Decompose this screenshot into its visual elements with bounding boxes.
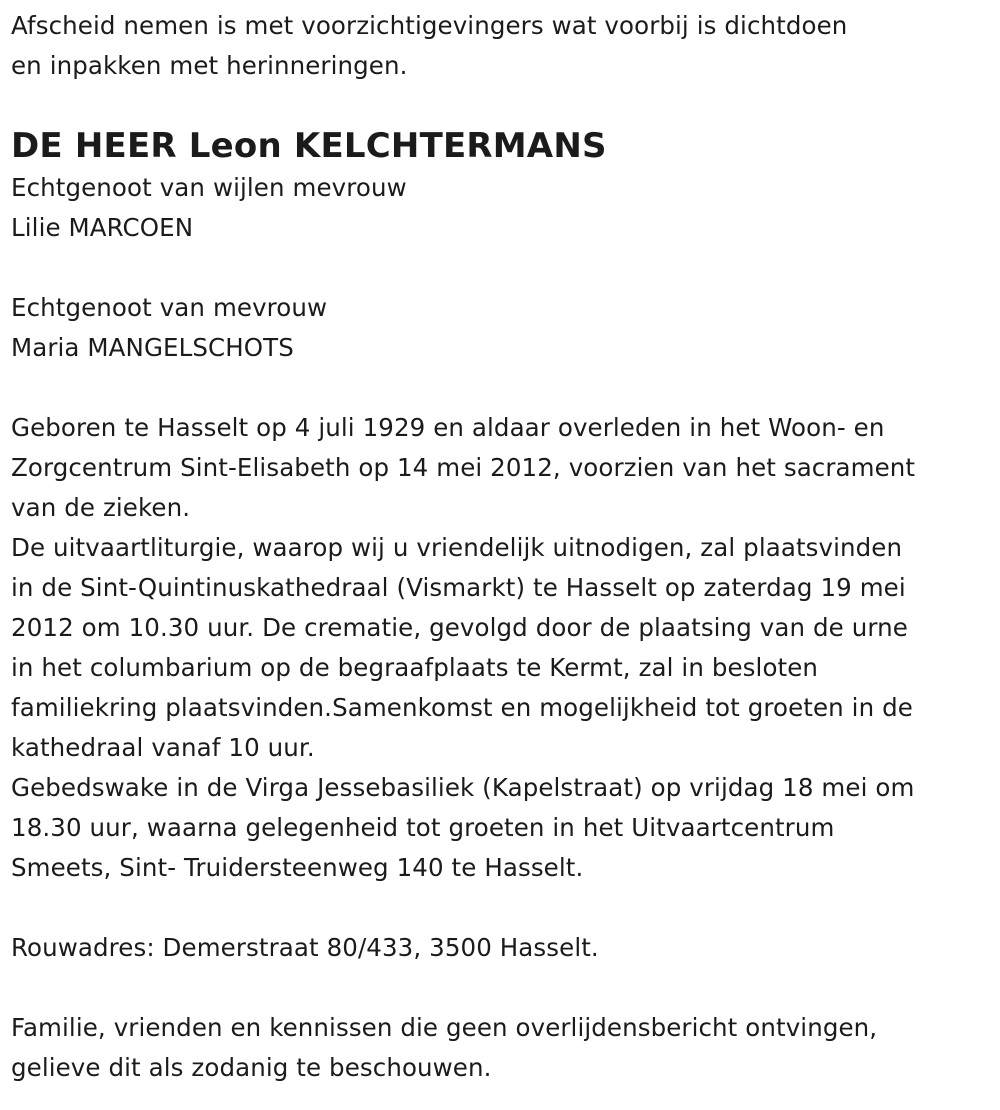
spacer bbox=[11, 888, 993, 928]
current-spouse-block bbox=[11, 288, 993, 368]
current-spouse-name: Maria MANGELSCHOTS bbox=[11, 333, 294, 362]
opening-quote bbox=[11, 6, 993, 86]
mourning-address: Rouwadres: Demerstraat 80/433, 3500 Hasselt. bbox=[11, 933, 599, 962]
closing-notice bbox=[11, 1008, 993, 1088]
details-line: Zorgcentrum Sint-Elisabeth op 14 mei 2012, voorzien van het sacrament bbox=[11, 453, 916, 482]
deceased-name: DE HEER Leon KELCHTERMANS bbox=[11, 126, 607, 166]
late-spouse-block bbox=[11, 168, 993, 248]
notice-line: gelieve dit als zodanig te beschouwen. bbox=[11, 1053, 492, 1082]
details-line: familiekring plaatsvinden.Samenkomst en mogelijkheid tot groeten in de bbox=[11, 693, 913, 722]
details-line: in het columbarium op de begraafplaats te Kermt, zal in besloten bbox=[11, 653, 819, 682]
details-line: in de Sint-Quintinuskathedraal (Vismarkt) te Hasselt op zaterdag 19 mei bbox=[11, 573, 906, 602]
details-line: kathedraal vanaf 10 uur. bbox=[11, 733, 315, 762]
details-line: 18.30 uur, waarna gelegenheid tot groeten in het Uitvaartcentrum bbox=[11, 813, 835, 842]
quote-line: en inpakken met herinneringen. bbox=[11, 51, 408, 80]
quote-line: Afscheid nemen is met voorzichtigevingers wat voorbij is dichtdoen bbox=[11, 11, 848, 40]
details-line: Smeets, Sint- Truidersteenweg 140 te Hasselt. bbox=[11, 853, 584, 882]
funeral-details bbox=[11, 408, 993, 888]
obituary-notice bbox=[11, 6, 993, 1088]
current-spouse-relation: Echtgenoot van mevrouw bbox=[11, 293, 328, 322]
details-line: De uitvaartliturgie, waarop wij u vriendelijk uitnodigen, zal plaatsvinden bbox=[11, 533, 903, 562]
notice-line: Familie, vrienden en kennissen die geen overlijdensbericht ontvingen, bbox=[11, 1013, 878, 1042]
spacer bbox=[11, 368, 993, 408]
spacer bbox=[11, 968, 993, 1008]
spacer bbox=[11, 248, 993, 288]
late-spouse-relation: Echtgenoot van wijlen mevrouw bbox=[11, 173, 407, 202]
late-spouse-name: Lilie MARCOEN bbox=[11, 213, 194, 242]
details-line: Geboren te Hasselt op 4 juli 1929 en aldaar overleden in het Woon- en bbox=[11, 413, 885, 442]
details-line: Gebedswake in de Virga Jessebasiliek (Kapelstraat) op vrijdag 18 mei om bbox=[11, 773, 915, 802]
details-line: van de zieken. bbox=[11, 493, 191, 522]
details-line: 2012 om 10.30 uur. De crematie, gevolgd door de plaatsing van de urne bbox=[11, 613, 908, 642]
